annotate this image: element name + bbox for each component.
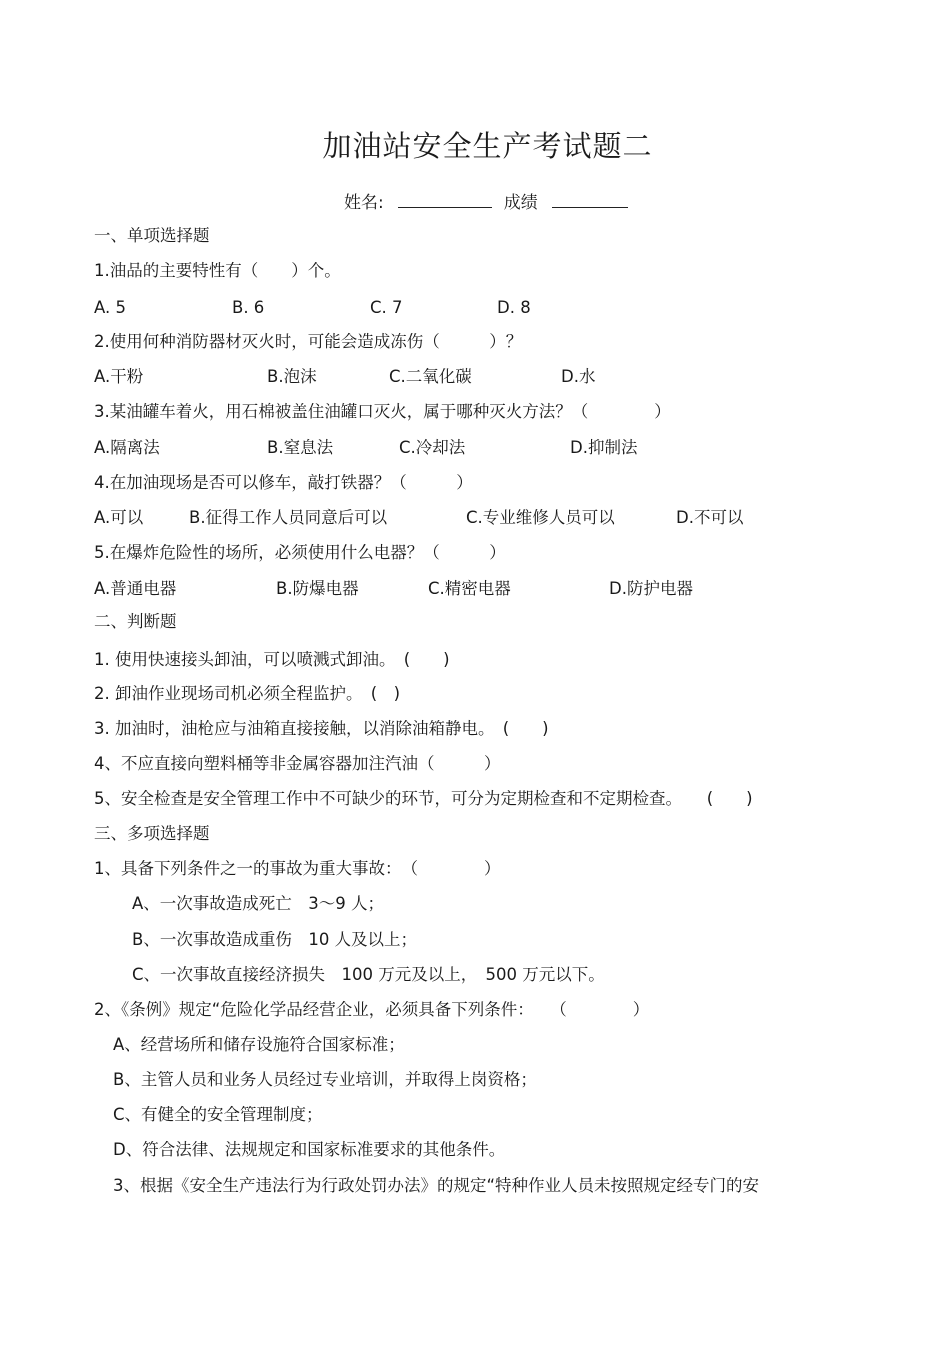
multi-question-3: 3、根据《安全生产违法行为行政处罚办法》的规定“特种作业人员未按照规定经专门的安 [113, 1176, 760, 1195]
page-title: 加油站安全生产考试题二 [322, 129, 653, 163]
section-heading-multiple-choice: 三、多项选择题 [94, 824, 210, 843]
q1-option-b: B. 6 [232, 298, 265, 317]
name-score-line [344, 188, 628, 213]
q4-option-a: A.可以 [94, 508, 144, 527]
score-label: 成绩 [503, 193, 538, 213]
m2-option-c: C、有健全的安全管理制度； [113, 1105, 323, 1124]
q3-option-c: C.冷却法 [399, 438, 466, 457]
q5-option-b: B.防爆电器 [276, 579, 359, 598]
q1-option-d: D. 8 [497, 298, 531, 317]
q2-option-b: B.泡沫 [267, 367, 317, 386]
m1-option-c: C、一次事故直接经济损失 100 万元及以上， 500 万元以下。 [132, 965, 605, 984]
q1-option-c: C. 7 [370, 298, 403, 317]
name-label: 姓名: [344, 193, 384, 213]
question-3: 3.某油罐车着火，用石棉被盖住油罐口灭火，属于哪种灭火方法？（ ） [94, 402, 671, 421]
judge-item-4: 4、不应直接向塑料桶等非金属容器加注汽油（ ） [94, 754, 501, 773]
q5-option-d: D.防护电器 [609, 579, 693, 598]
question-2: 2.使用何种消防器材灭火时，可能会造成冻伤（ ）？ [94, 332, 523, 351]
q2-option-d: D.水 [561, 367, 596, 386]
section-heading-true-false: 二、判断题 [94, 612, 177, 631]
question-1: 1.油品的主要特性有（ ）个。 [94, 261, 341, 280]
judge-item-5: 5、安全检查是安全管理工作中不可缺少的环节，可分为定期检查和不定期检查。 ( ) [94, 789, 753, 808]
judge-item-2: 2. 卸油作业现场司机必须全程监护。 ( ) [94, 684, 401, 703]
m1-option-a: A、一次事故造成死亡 3～9 人； [132, 894, 385, 913]
score-blank [552, 189, 628, 208]
q4-option-b: B.征得工作人员同意后可以 [189, 508, 388, 527]
multi-question-2: 2、《条例》规定“危险化学品经营企业，必须具备下列条件： （ ） [94, 1000, 650, 1019]
q3-option-a: A.隔离法 [94, 438, 160, 457]
m2-option-d: D、符合法律、法规规定和国家标准要求的其他条件。 [113, 1140, 506, 1159]
name-blank [398, 189, 492, 208]
q3-option-d: D.抑制法 [570, 438, 638, 457]
m2-option-a: A、经营场所和储存设施符合国家标准； [113, 1035, 405, 1054]
q4-option-c: C.专业维修人员可以 [466, 508, 615, 527]
q1-option-a: A. 5 [94, 298, 126, 317]
q4-option-d: D.不可以 [676, 508, 744, 527]
section-heading-single-choice: 一、单项选择题 [94, 226, 210, 245]
q5-option-a: A.普通电器 [94, 579, 177, 598]
q3-option-b: B.窒息法 [267, 438, 334, 457]
m1-option-b: B、一次事故造成重伤 10 人及以上； [132, 930, 418, 949]
judge-item-1: 1. 使用快速接头卸油，可以喷溅式卸油。 ( ) [94, 650, 450, 669]
q2-option-c: C.二氧化碳 [389, 367, 472, 386]
judge-item-3: 3. 加油时，油枪应与油箱直接接触，以消除油箱静电。 ( ) [94, 719, 549, 738]
multi-question-1: 1、具备下列条件之一的事故为重大事故： （ ） [94, 859, 501, 878]
question-5: 5.在爆炸危险性的场所，必须使用什么电器？（ ） [94, 543, 506, 562]
question-4: 4.在加油现场是否可以修车，敲打铁器？（ ） [94, 473, 473, 492]
q2-option-a: A.干粉 [94, 367, 144, 386]
q5-option-c: C.精密电器 [428, 579, 511, 598]
m2-option-b: B、主管人员和业务人员经过专业培训，并取得上岗资格； [113, 1070, 537, 1089]
